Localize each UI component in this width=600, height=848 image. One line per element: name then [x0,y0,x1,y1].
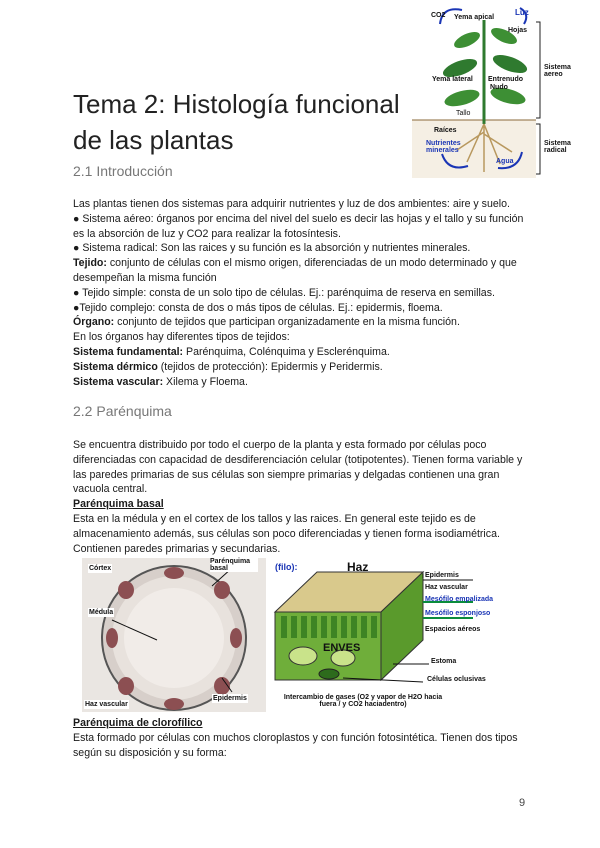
label-co2: CO2 [431,12,446,19]
parenquima-text-block [73,438,525,556]
intro-paragraph [73,256,525,286]
label-parenquima-basal: Parénquima basal [210,558,258,572]
label-mesofilo-empalizada: Mesófilo empalizada [425,596,494,603]
bold-term: Sistema dérmico [73,360,158,373]
label-leaf-epidermis: Epidermis [425,572,459,579]
label-agua: Agua [496,158,514,165]
bold-term: Tejido: [73,257,107,270]
intro-paragraph [73,197,525,212]
label-leaf-haz-vascular: Haz vascular [425,584,468,591]
intro-paragraph [73,315,525,330]
paragraph-text: ●Tejido complejo: consta de dos o más tipos de células. Ej.: epidermis, floema. [73,301,443,314]
bold-term: Sistema fundamental: [73,345,184,358]
leaf-section-figure [273,560,523,716]
label-intercambio-gases: Intercambio de gases (O2 y vapor de H2O hacia fuera / y CO2 haciadentro) [283,694,443,708]
label-yema-lateral: Yema lateral [432,76,473,83]
intro-paragraph [73,330,525,345]
page-number: 9 [519,797,526,809]
intro-paragraph [73,360,525,375]
intro-paragraph [73,375,525,390]
label-mesofilo-esponjoso: Mesófilo esponjoso [425,610,491,617]
paragraph-text: conjunto de tejidos que participan organizadamente en la misma función. [114,316,460,329]
label-estoma: Estoma [431,658,457,665]
clorofilico-block [73,716,525,760]
label-haz: Haz [347,560,369,574]
clorofilico-heading: Parénquima de clorofílico [73,717,203,729]
label-espacios-aereos: Espacios aéreos [425,626,481,633]
paragraph-text: Xilema y Floema. [163,375,248,388]
paragraph-text: ● Sistema aéreo: órganos por encima del nivel del suelo es decir las hojas y el tallo y su función es la absorción de luz y CO2 para realizar la fotosíntesis. [73,212,524,240]
clorofilico-paragraph: Esta formado por células con muchos cloroplastos y con función fotosintética. Tienen dos tipos según su disposición y su forma: [73,731,518,759]
label-enves: ENVES [323,642,361,654]
label-entrenudo: Entrenudo [488,76,523,83]
intro-paragraph [73,212,525,242]
label-cortex: Córtex [89,565,112,572]
paragraph-text: Parénquima, Colénquima y Esclerénquima. [183,345,390,358]
bold-term: Órgano: [73,316,115,329]
label-filo: (filo): [275,562,298,572]
label-celulas-oclusivas: Células oclusivas [427,676,486,683]
paragraph-text: ● Tejido simple: consta de un solo tipo de células. Ej.: parénquima de reserva en semillas. [73,286,495,299]
bold-term: Sistema vascular: [73,375,164,388]
label-medula: Médula [89,609,114,616]
section-heading-introduccion: 2.1 Introducción [73,163,173,179]
intro-paragraphs [73,197,525,389]
stem-section-figure [82,558,266,712]
paragraph-text: Las plantas tienen dos sistemas para adquirir nutrientes y luz de dos ambientes: aire y suelo. [73,198,510,210]
intro-paragraph [73,345,525,360]
leaf-diagram [273,560,523,716]
intro-paragraph [73,301,525,316]
section-heading-parenquima: 2.2 Parénquima [73,403,172,419]
basal-heading: Parénquima basal [73,498,164,511]
label-raices: Raíces [434,127,457,134]
parenquima-paragraph: Se encuentra distribuido por todo el cuerpo de la planta y esta formado por células poco diferenciadas con capacidad de desdiferenciación celular (totipotentes). Tienen forma variable y las paredes primarias de sus células son siempre primarias y delgadas contienen una gran vacuola central. [73,439,523,496]
basal-paragraph: Esta en la médula y en el cortex de los tallos y las raices. En general este tejido es de almacenamiento además, sus células son poco diferenciadas y tienen forma isodiamétrica. Contienen paredes primarias y secundarias. [73,512,500,555]
label-tallo: Tallo [456,110,471,117]
label-haz-vascular: Haz vascular [85,701,128,708]
stem-micrograph [82,558,266,712]
plant-figure [412,2,594,178]
paragraph-text: En los órganos hay diferentes tipos de tejidos: [73,331,290,344]
label-sistema-aereo: Sistema aereo [544,64,571,78]
label-epidermis: Epidermis [213,695,247,702]
paragraph-text: (tejidos de protección): Epidermis y Peridermis. [157,360,383,373]
paragraph-text: conjunto de células con el mismo origen, diferenciadas de un modo determinado y que desempeñan la misma función [73,257,517,284]
label-sistema-radical: Sistema radical [544,140,571,154]
label-nutrientes: Nutrientes minerales [426,140,461,154]
paragraph-text: ● Sistema radical: Son las raices y su función es la absorción y nutrientes minerales. [73,242,471,255]
label-nudo: Nudo [490,84,508,91]
intro-paragraph [73,286,525,301]
intro-paragraph [73,241,525,256]
label-yema-apical: Yema apical [454,14,495,21]
label-luz: Luz [515,8,529,17]
label-hojas: Hojas [508,27,528,34]
page-title: Tema 2: Histología funcional de las plantas [73,89,400,155]
